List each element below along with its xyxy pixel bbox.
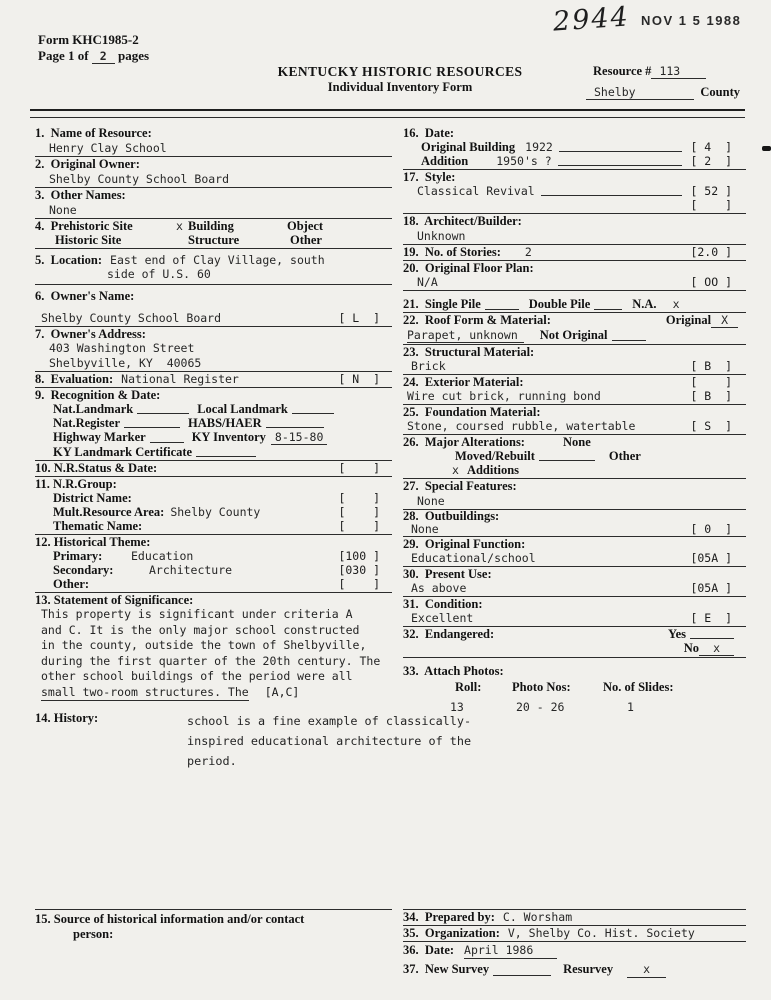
condition-value-row <box>403 611 746 627</box>
blank-line <box>150 431 184 443</box>
field-15-label-1: 15. Source of historical information and/or contact <box>35 912 305 926</box>
addition-code: [ 2 ] <box>690 154 732 168</box>
option-object: Object <box>287 219 324 233</box>
field-15-label-2: person: <box>73 927 114 941</box>
na-label: N.A. <box>632 297 657 311</box>
field-20-floor-plan <box>403 261 746 291</box>
addition-value: 1950's ? <box>496 154 552 168</box>
statement-line-1: This property is significant under criteria A <box>41 607 353 621</box>
field-3-other-names <box>35 188 392 219</box>
double-pile-label: Double Pile <box>528 297 591 311</box>
field-6-owners-name <box>35 289 392 327</box>
field-2-value: Shelby County School Board <box>49 172 230 186</box>
field-26-alterations <box>403 435 746 479</box>
primary-label: Primary: <box>53 549 103 563</box>
ky-inventory-label: KY Inventory <box>191 430 266 444</box>
field-30-code: [05A ] <box>690 581 732 595</box>
field-23-value: Brick <box>411 359 446 373</box>
blank-line <box>124 416 180 428</box>
field-29-value: Educational/school <box>411 551 536 565</box>
secondary-label: Secondary: <box>53 563 114 577</box>
other-theme-row <box>53 577 392 591</box>
field-35-label: 35. Organization: <box>403 926 500 940</box>
right-column <box>403 126 746 714</box>
field-16-date <box>403 126 746 170</box>
field-6-code: [ L ] <box>338 311 380 325</box>
field-8-evaluation <box>35 372 392 388</box>
endangered-row-2 <box>403 641 746 656</box>
form-subtitle: Individual Inventory Form <box>327 80 473 94</box>
option-structure: Structure <box>188 233 240 247</box>
blank-line <box>196 445 256 457</box>
other-option: Other <box>608 449 641 463</box>
nat-register-label: Nat.Register <box>53 416 120 430</box>
endangered-row-1 <box>403 627 746 641</box>
primary-code: [100 ] <box>338 549 380 563</box>
field-7-value-1: 403 Washington Street <box>49 341 195 355</box>
field-27-label: 27. Special Features: <box>403 479 517 493</box>
date-stamp: NOV 1 5 1988 <box>641 13 742 28</box>
field-16-label: 16. Date: <box>403 126 455 140</box>
field-33-attach-photos <box>403 664 746 714</box>
field-5-value-2: side of U.S. 60 <box>107 267 211 281</box>
county-label: County <box>700 85 740 99</box>
field-28-outbuildings <box>403 510 746 537</box>
field-5-label: 5. Location: <box>35 253 103 267</box>
outbuildings-value-row <box>403 523 746 537</box>
field-24-value: Wire cut brick, running bond <box>407 389 601 403</box>
field-18-architect <box>403 214 746 245</box>
addition-row <box>421 154 746 168</box>
other-theme-label: Other: <box>53 577 90 591</box>
original-building-row <box>421 140 746 154</box>
statement-line-3: in the county, outside the town of Shelbyville, <box>41 638 367 652</box>
statement-line-5: other school buildings of the period were all <box>41 669 353 683</box>
field-10-nr-status <box>35 461 392 477</box>
other-theme-code: [ ] <box>338 577 380 591</box>
field-4-row-1 <box>35 219 392 233</box>
field-4-label: 4. Prehistoric Site <box>35 219 133 233</box>
alterations-row-1 <box>403 435 746 449</box>
field-25-code: [ S ] <box>690 419 732 433</box>
field-28-code: [ 0 ] <box>690 522 732 536</box>
field-29-code: [05A ] <box>690 551 732 565</box>
field-32-endangered <box>403 627 746 658</box>
field-31-label: 31. Condition: <box>403 597 483 611</box>
new-survey-label: 37. New Survey <box>403 962 490 976</box>
field-11-label: 11. N.R.Group: <box>35 477 117 491</box>
field-12-label: 12. Historical Theme: <box>35 535 151 549</box>
field-26-label: 26. Major Alterations: <box>403 435 525 449</box>
statement-line-4: during the first quarter of the 20th century. The <box>41 653 381 668</box>
photo-nos-value: 20 - 26 <box>516 700 565 714</box>
divider-line <box>35 248 392 249</box>
field-24-label: 24. Exterior Material: <box>403 375 524 389</box>
statement-last-row <box>35 685 392 702</box>
statement-line-6: small two-room structures. The <box>41 685 249 702</box>
thematic-name-label: Thematic Name: <box>53 519 143 533</box>
original-checkmark: X <box>711 313 738 328</box>
blank-line <box>594 298 622 310</box>
county-name: Shelby <box>586 85 694 100</box>
handwritten-number: 2944 <box>552 1 631 38</box>
resource-number-line <box>593 64 706 79</box>
ky-inventory-value: 8-15-80 <box>271 430 327 445</box>
county-line <box>586 85 740 100</box>
thematic-name-row <box>53 519 392 533</box>
original-building-value: 1922 <box>525 140 553 154</box>
field-12-historical-theme <box>35 535 392 593</box>
foundation-value-row <box>403 419 746 435</box>
field-35-organization <box>403 926 746 942</box>
field-13-label: 13. Statement of Significance: <box>35 593 194 607</box>
field-28-label: 28. Outbuildings: <box>403 509 500 523</box>
field-9-row-2 <box>53 416 392 430</box>
field-11-nr-group <box>35 477 392 535</box>
history-line-1: school is a fine example of classically- <box>187 714 472 728</box>
na-checkmark: x <box>672 297 680 311</box>
resource-label: Resource # <box>593 64 652 78</box>
field-15-source <box>35 908 392 942</box>
blank-line <box>137 402 189 414</box>
field-20-value: N/A <box>417 275 438 289</box>
field-4-site-type <box>35 219 392 249</box>
divider-line <box>35 909 392 910</box>
field-13-code: [A,C] <box>264 684 300 699</box>
field-30-present-use <box>403 567 746 597</box>
field-24-exterior <box>403 375 746 405</box>
header-rule-bottom <box>30 117 745 118</box>
mult-resource-label: Mult.Resource Area: <box>53 505 165 519</box>
slides-label: No. of Slides: <box>603 680 674 694</box>
blank-line <box>485 298 519 310</box>
scan-artifact <box>762 146 771 151</box>
page-number: 2 <box>92 49 115 64</box>
field-27-value: None <box>417 494 445 508</box>
statement-line-2: and C. It is the only major school constructed <box>41 622 360 637</box>
field-19-code: [2.0 ] <box>690 245 732 259</box>
not-original-label: Not Original <box>539 328 608 342</box>
bottom-right-block <box>403 908 746 978</box>
field-19-value: 2 <box>524 245 532 259</box>
blank-line <box>559 140 683 152</box>
blank-line <box>558 154 683 166</box>
mult-resource-row <box>53 505 392 519</box>
field-4-row-2 <box>35 233 392 247</box>
field-34-label: 34. Prepared by: <box>403 910 495 924</box>
field-9-label: 9. Recognition & Date: <box>35 388 161 402</box>
field-25-value: Stone, coursed rubble, watertable <box>407 419 636 433</box>
field-30-label: 30. Present Use: <box>403 567 492 581</box>
field-23-structural <box>403 345 746 375</box>
habs-haer-label: HABS/HAER <box>188 416 262 430</box>
roof-row-1 <box>403 313 746 328</box>
field-10-code: [ ] <box>338 461 380 475</box>
resource-number: 113 <box>651 64 706 79</box>
field-21-pile <box>403 297 746 313</box>
field-9-row-4 <box>53 445 392 459</box>
field-1-name-of-resource <box>35 126 392 157</box>
roll-value: 13 <box>450 700 464 714</box>
field-17-style <box>403 170 746 214</box>
form-number: Form KHC1985-2 <box>38 32 139 47</box>
field-23-code: [ B ] <box>690 359 732 373</box>
field-32-label: 32. Endangered: <box>403 627 495 641</box>
no-checkmark: x <box>699 641 734 656</box>
exterior-label-row <box>403 375 746 389</box>
roll-label: Roll: <box>455 680 482 694</box>
page-suffix: pages <box>117 48 150 63</box>
mult-resource-code: [ ] <box>338 505 380 519</box>
field-5-row-1 <box>35 253 392 267</box>
blank-line <box>266 416 324 428</box>
field-31-code: [ E ] <box>690 611 732 625</box>
field-2-label: 2. Original Owner: <box>35 157 140 171</box>
no-label: No <box>683 641 700 655</box>
mult-resource-value: Shelby County <box>170 505 261 519</box>
field-31-value: Excellent <box>411 611 474 625</box>
field-13-statement <box>35 593 392 701</box>
field-6-value: Shelby County School Board <box>41 311 222 325</box>
divider-line <box>35 284 392 285</box>
field-5-location <box>35 253 392 285</box>
field-10-label: 10. N.R.Status & Date: <box>35 461 158 475</box>
single-pile-label: 21. Single Pile <box>403 297 481 311</box>
blank-line <box>539 449 595 461</box>
slides-value: 1 <box>627 700 634 714</box>
exterior-value-row <box>403 389 746 405</box>
primary-theme-row <box>53 549 392 563</box>
style-value-row <box>403 184 746 198</box>
district-name-row <box>53 491 392 505</box>
thematic-name-code: [ ] <box>338 519 380 533</box>
field-33-label: 33. Attach Photos: <box>403 664 504 678</box>
field-9-recognition <box>35 388 392 461</box>
field-29-label: 29. Original Function: <box>403 537 526 551</box>
local-landmark-label: Local Landmark <box>197 402 288 416</box>
divider-line <box>403 657 746 658</box>
field-20-code: [ OO ] <box>690 275 732 289</box>
style-code-1: [ 52 ] <box>690 184 732 198</box>
photos-header-row <box>455 680 746 694</box>
field-8-code: [ N ] <box>338 372 380 386</box>
original-building-code: [ 4 ] <box>690 140 732 154</box>
field-24-code-2: [ B ] <box>690 389 732 403</box>
resurvey-label: Resurvey <box>563 962 614 976</box>
option-other: Other <box>290 233 322 247</box>
field-29-original-function <box>403 537 746 567</box>
field-22-roof <box>403 313 746 345</box>
field-22-label: 22. Roof Form & Material: <box>403 313 551 327</box>
blank-line <box>541 184 683 196</box>
field-1-value: Henry Clay School <box>49 141 167 155</box>
ky-certificate-label: KY Landmark Certificate <box>53 445 193 459</box>
nat-landmark-label: Nat.Landmark <box>53 402 134 416</box>
blank-line <box>690 627 734 639</box>
option-historic-site: Historic Site <box>55 233 122 247</box>
alterations-row-2 <box>455 449 746 463</box>
field-14-history <box>35 711 472 771</box>
alterations-row-3 <box>452 463 746 477</box>
field-34-value: C. Worsham <box>502 910 573 924</box>
field-36-value: April 1986 <box>464 942 557 959</box>
floor-plan-value-row <box>403 275 746 291</box>
blank-line <box>612 329 646 341</box>
field-24-code-1: [ ] <box>690 375 732 389</box>
secondary-code: [030 ] <box>338 563 380 577</box>
field-5-value-1: East end of Clay Village, south <box>110 253 325 267</box>
photo-nos-label: Photo Nos: <box>512 680 571 694</box>
function-value-row <box>403 551 746 567</box>
present-use-value-row <box>403 581 746 597</box>
field-23-label: 23. Structural Material: <box>403 345 535 359</box>
blank-line <box>292 402 334 414</box>
field-9-row-3 <box>53 430 392 445</box>
district-name-code: [ ] <box>338 491 380 505</box>
moved-rebuilt-label: Moved/Rebuilt <box>455 449 535 463</box>
field-6-label: 6. Owner's Name: <box>35 289 135 303</box>
field-18-label: 18. Architect/Builder: <box>403 214 522 228</box>
field-7-value-2: Shelbyville, KY 40065 <box>49 356 202 370</box>
field-36-date <box>403 942 746 959</box>
field-34-prepared-by <box>403 910 746 926</box>
roof-value: Parapet, unknown <box>407 328 524 343</box>
field-9-row-1 <box>53 402 392 416</box>
field-7-label: 7. Owner's Address: <box>35 327 146 341</box>
highway-marker-label: Highway Marker <box>53 430 146 444</box>
field-25-foundation <box>403 405 746 435</box>
secondary-theme-row <box>53 563 392 577</box>
none-option: None <box>562 435 591 449</box>
field-37-survey <box>403 961 746 978</box>
field-35-value: V, Shelby Co. Hist. Society <box>507 926 695 940</box>
structural-value-row <box>403 359 746 375</box>
style-value: Classical Revival <box>417 184 535 198</box>
field-3-label: 3. Other Names: <box>35 188 126 202</box>
field-19-stories <box>403 245 746 261</box>
field-7-owners-address <box>35 327 392 372</box>
history-line-2: inspired educational architecture of the <box>187 734 472 748</box>
field-18-value: Unknown <box>417 229 466 243</box>
additions-label: Additions <box>466 463 520 477</box>
addition-label: Addition <box>421 154 469 168</box>
field-30-value: As above <box>411 581 467 595</box>
field-3-value: None <box>49 203 77 217</box>
field-2-original-owner <box>35 157 392 188</box>
field-36-label: 36. Date: <box>403 943 455 957</box>
additions-checkmark: x <box>452 463 459 477</box>
photos-values-row <box>450 700 746 714</box>
field-27-special-features <box>403 479 746 510</box>
field-19-label: 19. No. of Stories: <box>403 245 501 259</box>
original-label: Original <box>665 313 712 327</box>
district-name-label: District Name: <box>53 491 132 505</box>
primary-value: Education <box>131 549 194 563</box>
page-prefix: Page 1 of <box>38 48 89 63</box>
field-25-label: 25. Foundation Material: <box>403 405 541 419</box>
field-8-label: 8. Evaluation: <box>35 372 114 386</box>
style-code-row <box>403 198 746 212</box>
field-28-value: None <box>411 522 439 536</box>
yes-label: Yes <box>667 627 686 641</box>
secondary-value: Architecture <box>149 563 233 577</box>
field-6-value-row <box>35 311 392 327</box>
option-building: Building <box>188 219 234 233</box>
header-rule-top <box>30 109 745 111</box>
style-code-2: [ ] <box>690 198 732 212</box>
roof-row-2 <box>403 328 746 343</box>
history-line-3: period. <box>187 754 237 768</box>
field-8-value: National Register <box>121 372 239 386</box>
field-17-label: 17. Style: <box>403 170 456 184</box>
page-line <box>38 48 149 64</box>
field-14-label: 14. History: <box>35 711 99 725</box>
original-building-label: Original Building <box>421 140 516 154</box>
resurvey-checkmark: x <box>627 961 666 978</box>
building-checkmark: x <box>176 219 183 233</box>
field-1-label: 1. Name of Resource: <box>35 126 152 140</box>
form-title: KENTUCKY HISTORIC RESOURCES <box>277 64 523 79</box>
field-20-label: 20. Original Floor Plan: <box>403 261 534 275</box>
field-31-condition <box>403 597 746 627</box>
blank-line <box>493 964 551 976</box>
